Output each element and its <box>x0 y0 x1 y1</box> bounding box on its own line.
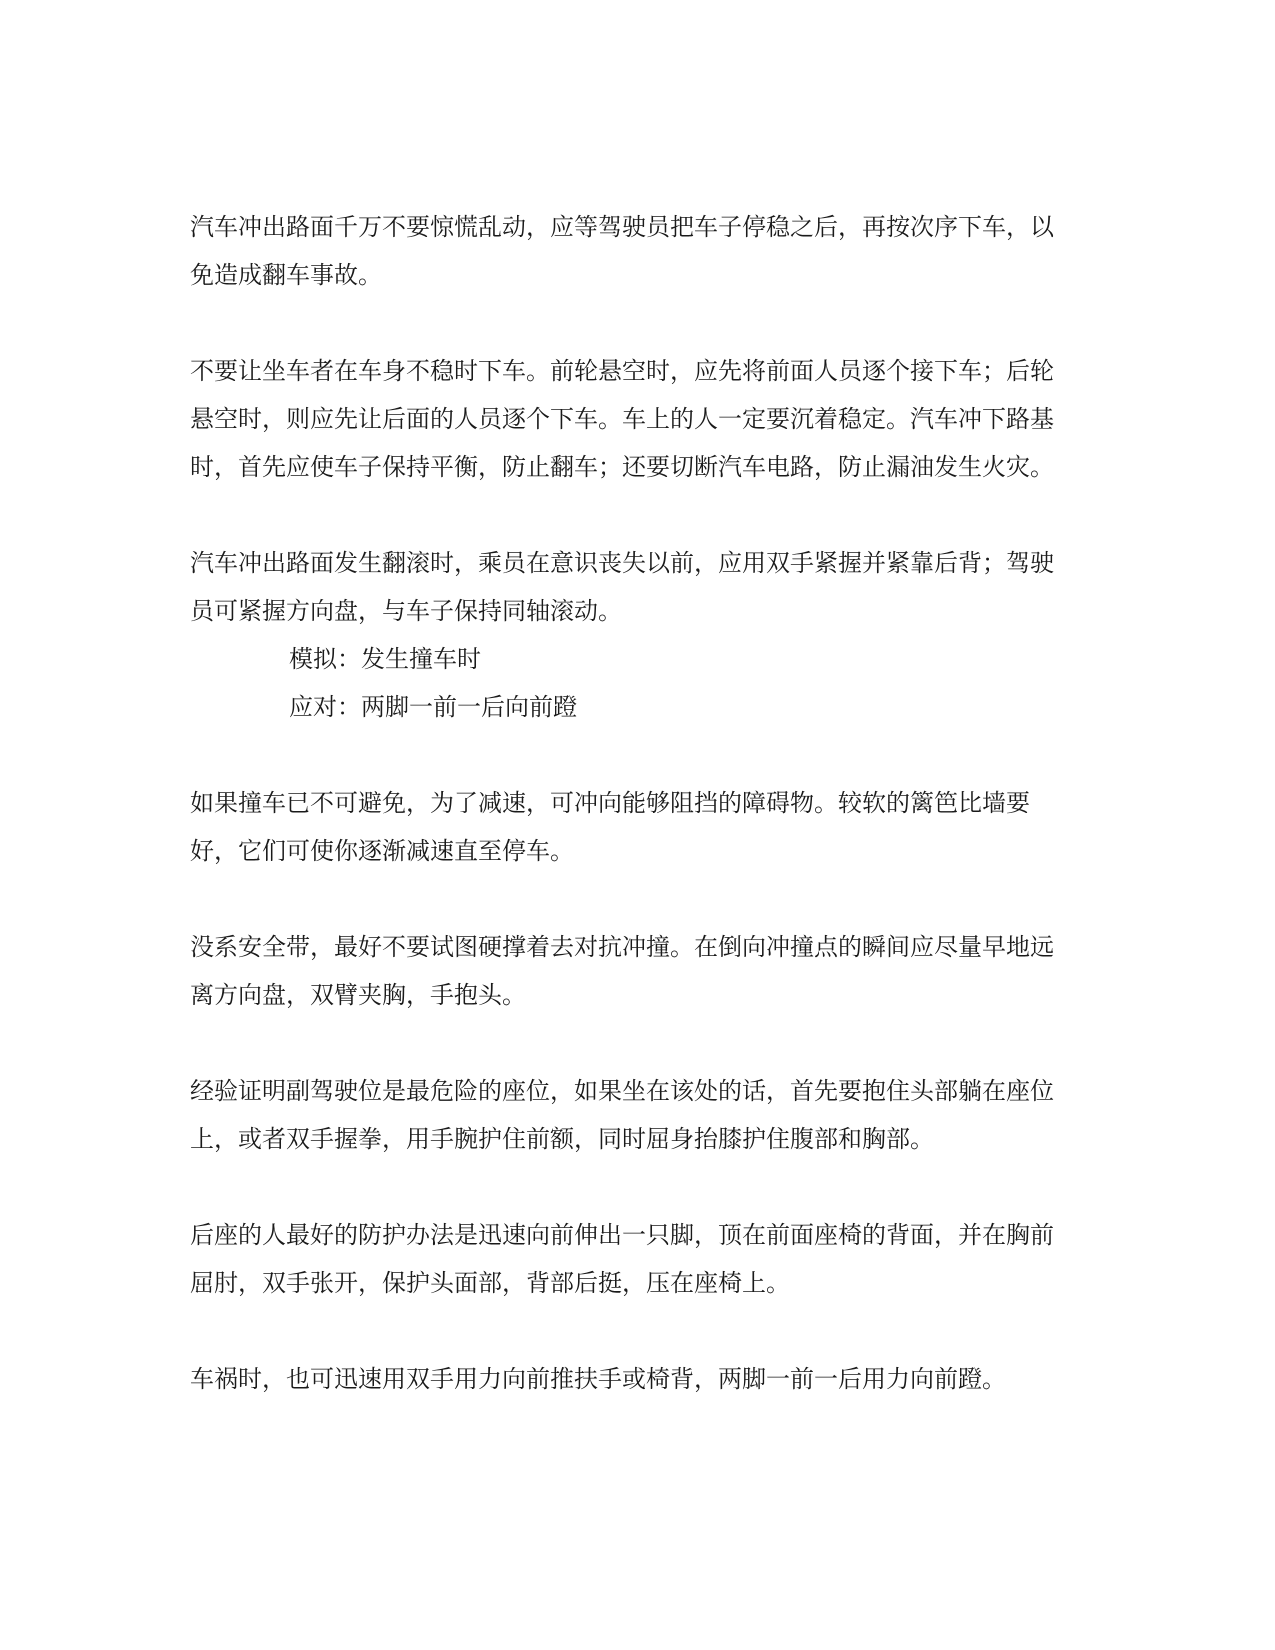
paragraph-passenger-seat: 经验证明副驾驶位是最危险的座位，如果坐在该处的话，首先要抱住头部躺在座位上，或者双手握拳，用手腕护住前额，同时屈身抬膝护住腹部和胸部。 <box>190 1077 1054 1153</box>
paragraph-spacer <box>190 1307 1075 1355</box>
paragraph-spacer <box>190 1019 1075 1067</box>
scenario-response: 应对：两脚一前一后向前蹬 <box>289 693 577 721</box>
paragraph-brace: 车祸时，也可迅速用双手用力向前推扶手或椅背，两脚一前一后用力向前蹬。 <box>190 1365 1006 1393</box>
paragraph-no-seatbelt: 没系安全带，最好不要试图硬撑着去对抗冲撞。在倒向冲撞点的瞬间应尽量早地远离方向盘，双臂夹胸，手抱头。 <box>190 933 1054 1009</box>
paragraph-spacer <box>190 875 1075 923</box>
scenario-simulation: 模拟：发生撞车时 <box>289 645 481 673</box>
paragraph-spacer <box>190 491 1075 539</box>
paragraph-spacer <box>190 731 1075 779</box>
paragraph-exit-vehicle: 汽车冲出路面千万不要惊慌乱动，应等驾驶员把车子停稳之后，再按次序下车，以免造成翻车事故。 <box>190 213 1054 289</box>
paragraph-rollover: 汽车冲出路面发生翻滚时，乘员在意识丧失以前，应用双手紧握并紧靠后背；驾驶员可紧握方向盘，与车子保持同轴滚动。 <box>190 549 1054 625</box>
paragraph-spacer <box>190 1163 1075 1211</box>
paragraph-unstable-vehicle: 不要让坐车者在车身不稳时下车。前轮悬空时，应先将前面人员逐个接下车；后轮悬空时，则应先让后面的人员逐个下车。车上的人一定要沉着稳定。汽车冲下路基时，首先应使车子保持平衡，防止翻车；还要切断汽车电路，防止漏油发生火灾。 <box>190 357 1054 481</box>
document-body <box>190 203 1075 1403</box>
paragraph-unavoidable-collision: 如果撞车已不可避免，为了减速，可冲向能够阻挡的障碍物。较软的篱笆比墙要好，它们可使你逐渐减速直至停车。 <box>190 789 1030 865</box>
paragraph-rear-seat: 后座的人最好的防护办法是迅速向前伸出一只脚，顶在前面座椅的背面，并在胸前屈肘，双手张开，保护头面部，背部后挺，压在座椅上。 <box>190 1221 1054 1297</box>
paragraph-spacer <box>190 299 1075 347</box>
